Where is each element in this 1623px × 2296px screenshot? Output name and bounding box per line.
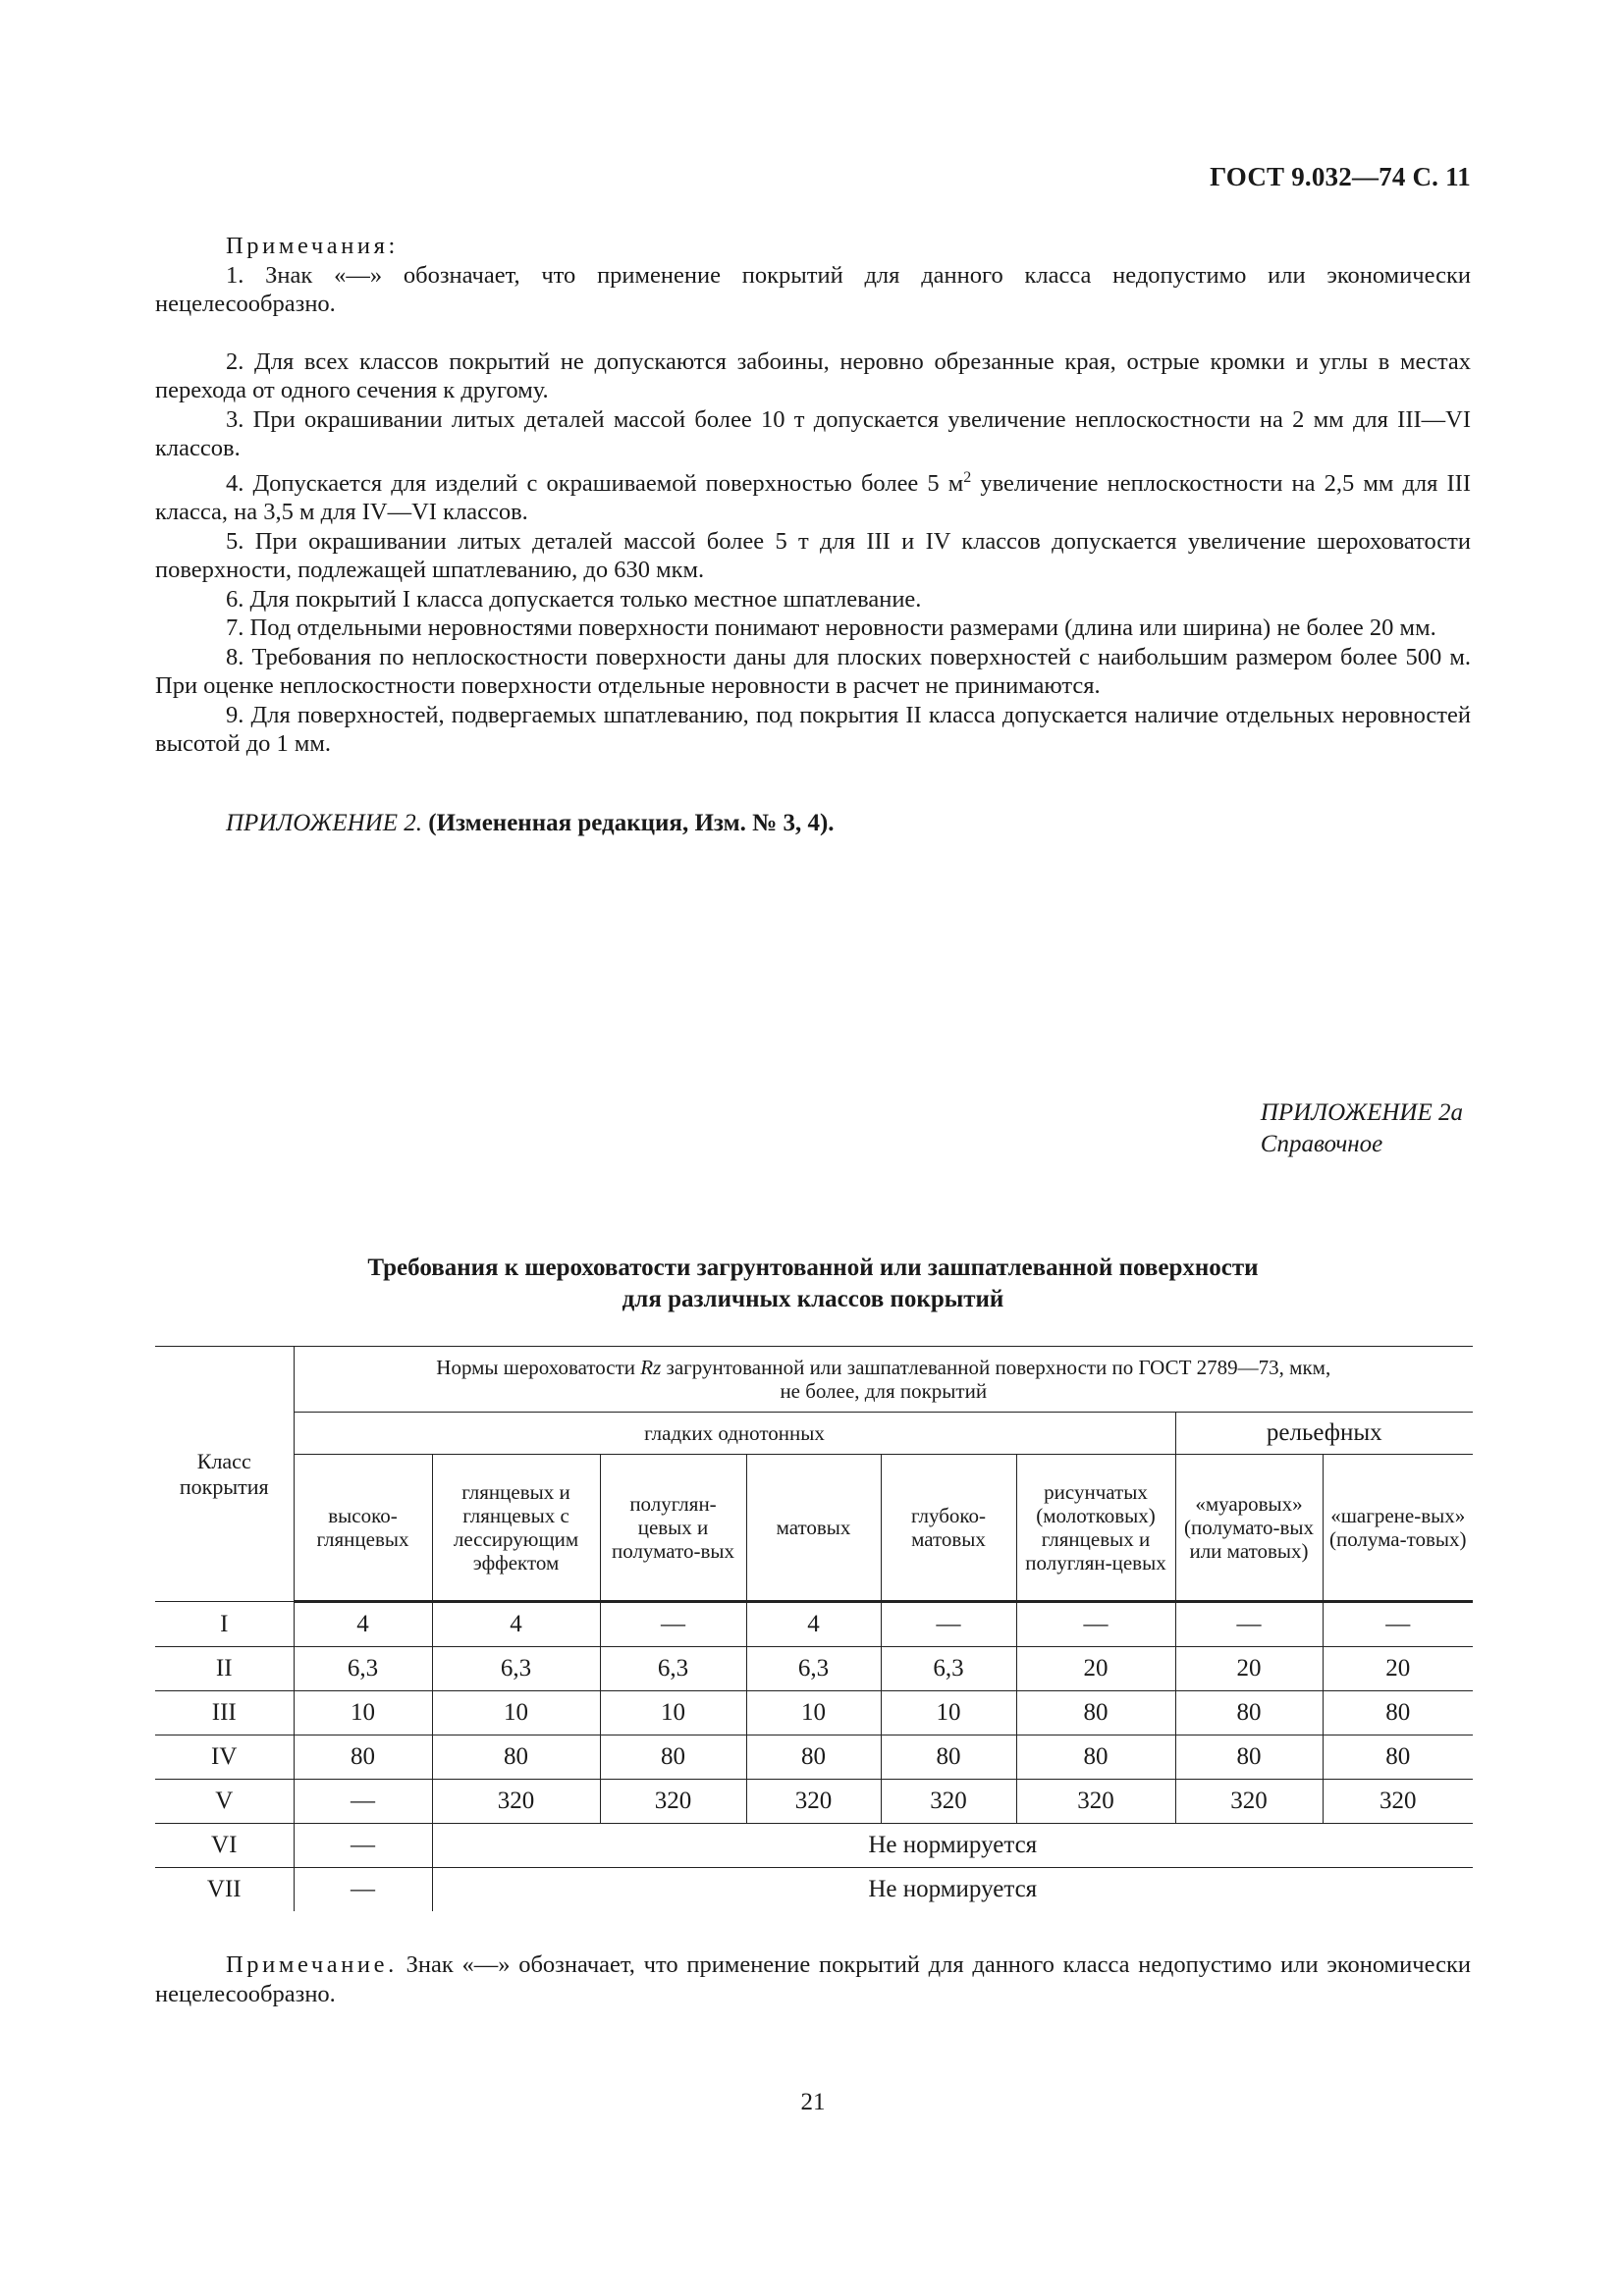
class-cell: I	[155, 1602, 294, 1647]
value-cell: 4	[746, 1602, 881, 1647]
value-cell: 80	[1323, 1691, 1473, 1735]
footnote-label: Примечание.	[226, 1951, 398, 1978]
table-row	[155, 1868, 1473, 1912]
table-title-line-2: для различных классов покрытий	[622, 1286, 1004, 1312]
col-header: полуглян-цевых и полумато-вых	[600, 1455, 746, 1602]
value-cell: 6,3	[600, 1647, 746, 1691]
value-cell: 80	[294, 1735, 432, 1780]
value-cell: 320	[1323, 1780, 1473, 1824]
value-cell: 4	[432, 1602, 600, 1647]
value-cell: —	[881, 1602, 1016, 1647]
value-cell: 80	[600, 1735, 746, 1780]
group-smooth-header: гладких однотонных	[294, 1413, 1175, 1455]
value-cell: 80	[1323, 1735, 1473, 1780]
col-header: глянцевых и глянцевых с лессирующим эффектом	[432, 1455, 600, 1602]
table-row	[155, 1735, 1473, 1780]
class-cell: II	[155, 1647, 294, 1691]
table-title	[155, 1253, 1471, 1315]
note-item-4: 4. Допускается для изделий с окрашиваемой поверхностью более 5 $м^2$ увеличение неплоскостности на 2,5 мм для III класса, на 3,5 м для IV—VI классов.	[155, 468, 1471, 526]
change-note-label: ПРИЛОЖЕНИЕ 2.	[226, 810, 422, 836]
value-cell: 4	[294, 1602, 432, 1647]
page-number: 21	[800, 2089, 826, 2115]
class-cell: VII	[155, 1868, 294, 1912]
value-cell: 6,3	[746, 1647, 881, 1691]
notes-section	[155, 232, 1471, 759]
value-cell: 80	[1175, 1691, 1323, 1735]
value-cell: 80	[746, 1735, 881, 1780]
value-cell: 6,3	[432, 1647, 600, 1691]
not-normalized-cell: Не нормируется	[432, 1824, 1473, 1868]
value-cell: 20	[1323, 1647, 1473, 1691]
col-header: «муаровых» (полумато-вых или матовых)	[1175, 1455, 1323, 1602]
table-row	[155, 1602, 1473, 1647]
table-footnote	[155, 1950, 1471, 2009]
col-header: глубоко-матовых	[881, 1455, 1016, 1602]
class-cell: VI	[155, 1824, 294, 1868]
value-cell: 10	[294, 1691, 432, 1735]
class-cell: IV	[155, 1735, 294, 1780]
roughness-table	[155, 1346, 1473, 1911]
value-cell: —	[294, 1868, 432, 1912]
class-header: Класс покрытия	[155, 1347, 294, 1602]
value-cell: 80	[881, 1735, 1016, 1780]
table-title-line-1: Требования к шероховатости загрунтованной или зашпатлеванной поверхности	[367, 1255, 1259, 1281]
value-cell: 80	[1016, 1735, 1175, 1780]
note-item-6: 6. Для покрытий I класса допускается только местное шпатлевание.	[226, 585, 922, 613]
value-cell: 320	[881, 1780, 1016, 1824]
value-cell: —	[600, 1602, 746, 1647]
value-cell: 320	[1175, 1780, 1323, 1824]
note-item-5: 5. При окрашивании литых деталей массой более 5 т для III и IV классов допускается увеличение шероховатости поверхности, подлежащей шпатлеванию, до 630 мкм.	[155, 527, 1471, 584]
value-cell: 80	[432, 1735, 600, 1780]
value-cell: 20	[1175, 1647, 1323, 1691]
appendix-subtitle: Справочное	[1260, 1131, 1383, 1157]
value-cell: —	[1175, 1602, 1323, 1647]
change-note	[226, 810, 835, 837]
class-cell: V	[155, 1780, 294, 1824]
col-header: высоко-глянцевых	[294, 1455, 432, 1602]
value-cell: 80	[1016, 1691, 1175, 1735]
table-row	[155, 1691, 1473, 1735]
note-item-8: 8. Требования по неплоскостности поверхности даны для плоских поверхностей с наибольшим размером более 500 м. При оценке неплоскостности поверхности отдельные неровности в расчет не принимаются.	[155, 643, 1471, 700]
not-normalized-cell: Не нормируется	[432, 1868, 1473, 1912]
value-cell: 320	[746, 1780, 881, 1824]
value-cell: —	[294, 1780, 432, 1824]
change-note-text: (Измененная редакция, Изм. № 3, 4).	[428, 810, 835, 836]
value-cell: 80	[1175, 1735, 1323, 1780]
footnote-text: Знак «—» обозначает, что применение покрытий для данного класса недопустимо или экономически нецелесообразно.	[155, 1951, 1471, 2007]
table-row	[155, 1824, 1473, 1868]
group-relief-header: рельефных	[1175, 1413, 1473, 1455]
document-reference: ГОСТ 9.032—74 С. 11	[1210, 162, 1471, 191]
value-cell: 10	[432, 1691, 600, 1735]
value-cell: 6,3	[294, 1647, 432, 1691]
table-row	[155, 1647, 1473, 1691]
note-item-1: 1. Знак «—» обозначает, что применение покрытий для данного класса недопустимо или экономически нецелесообразно.	[155, 261, 1471, 317]
value-cell: 320	[1016, 1780, 1175, 1824]
appendix-label	[1261, 1097, 1463, 1160]
norms-header: Нормы шероховатости Rz загрунтованной или зашпатлеванной поверхности по ГОСТ 2789—73, мкм, не более, для покрытий	[294, 1347, 1473, 1413]
note-item-9: 9. Для поверхностей, подвергаемых шпатлеванию, под покрытия II класса допускается наличие отдельных неровностей высотой до 1 мм.	[155, 701, 1471, 758]
value-cell: 10	[881, 1691, 1016, 1735]
superscript: 2	[963, 468, 972, 486]
appendix-title: ПРИЛОЖЕНИЕ 2а	[1260, 1099, 1463, 1126]
notes-heading: Примечания:	[226, 233, 399, 259]
value-cell: 320	[432, 1780, 600, 1824]
notes-gap	[155, 319, 1471, 347]
value-cell: 320	[600, 1780, 746, 1824]
col-header: матовых	[746, 1455, 881, 1602]
note-item-7: 7. Под отдельными неровностями поверхности понимают неровности размерами (длина или ширина) не более 20 мм.	[226, 614, 1436, 642]
table-row	[155, 1780, 1473, 1824]
col-header: «шагрене-вых» (полума-товых)	[1323, 1455, 1473, 1602]
value-cell: —	[1323, 1602, 1473, 1647]
value-cell: 6,3	[881, 1647, 1016, 1691]
note-item-3: 3. При окрашивании литых деталей массой более 10 т допускается увеличение неплоскостности на 2 мм для III—VI классов.	[155, 405, 1471, 461]
value-cell: 10	[600, 1691, 746, 1735]
value-cell: 20	[1016, 1647, 1175, 1691]
table-body	[155, 1602, 1473, 1912]
col-header: рисунчатых (молотковых) глянцевых и полуглян-цевых	[1016, 1455, 1175, 1602]
value-cell: —	[1016, 1602, 1175, 1647]
value-cell: —	[294, 1824, 432, 1868]
note-item-2: 2. Для всех классов покрытий не допускаются забоины, неровно обрезанные края, острые кромки и углы в местах перехода от одного сечения к другому.	[155, 347, 1471, 403]
value-cell: 10	[746, 1691, 881, 1735]
class-cell: III	[155, 1691, 294, 1735]
